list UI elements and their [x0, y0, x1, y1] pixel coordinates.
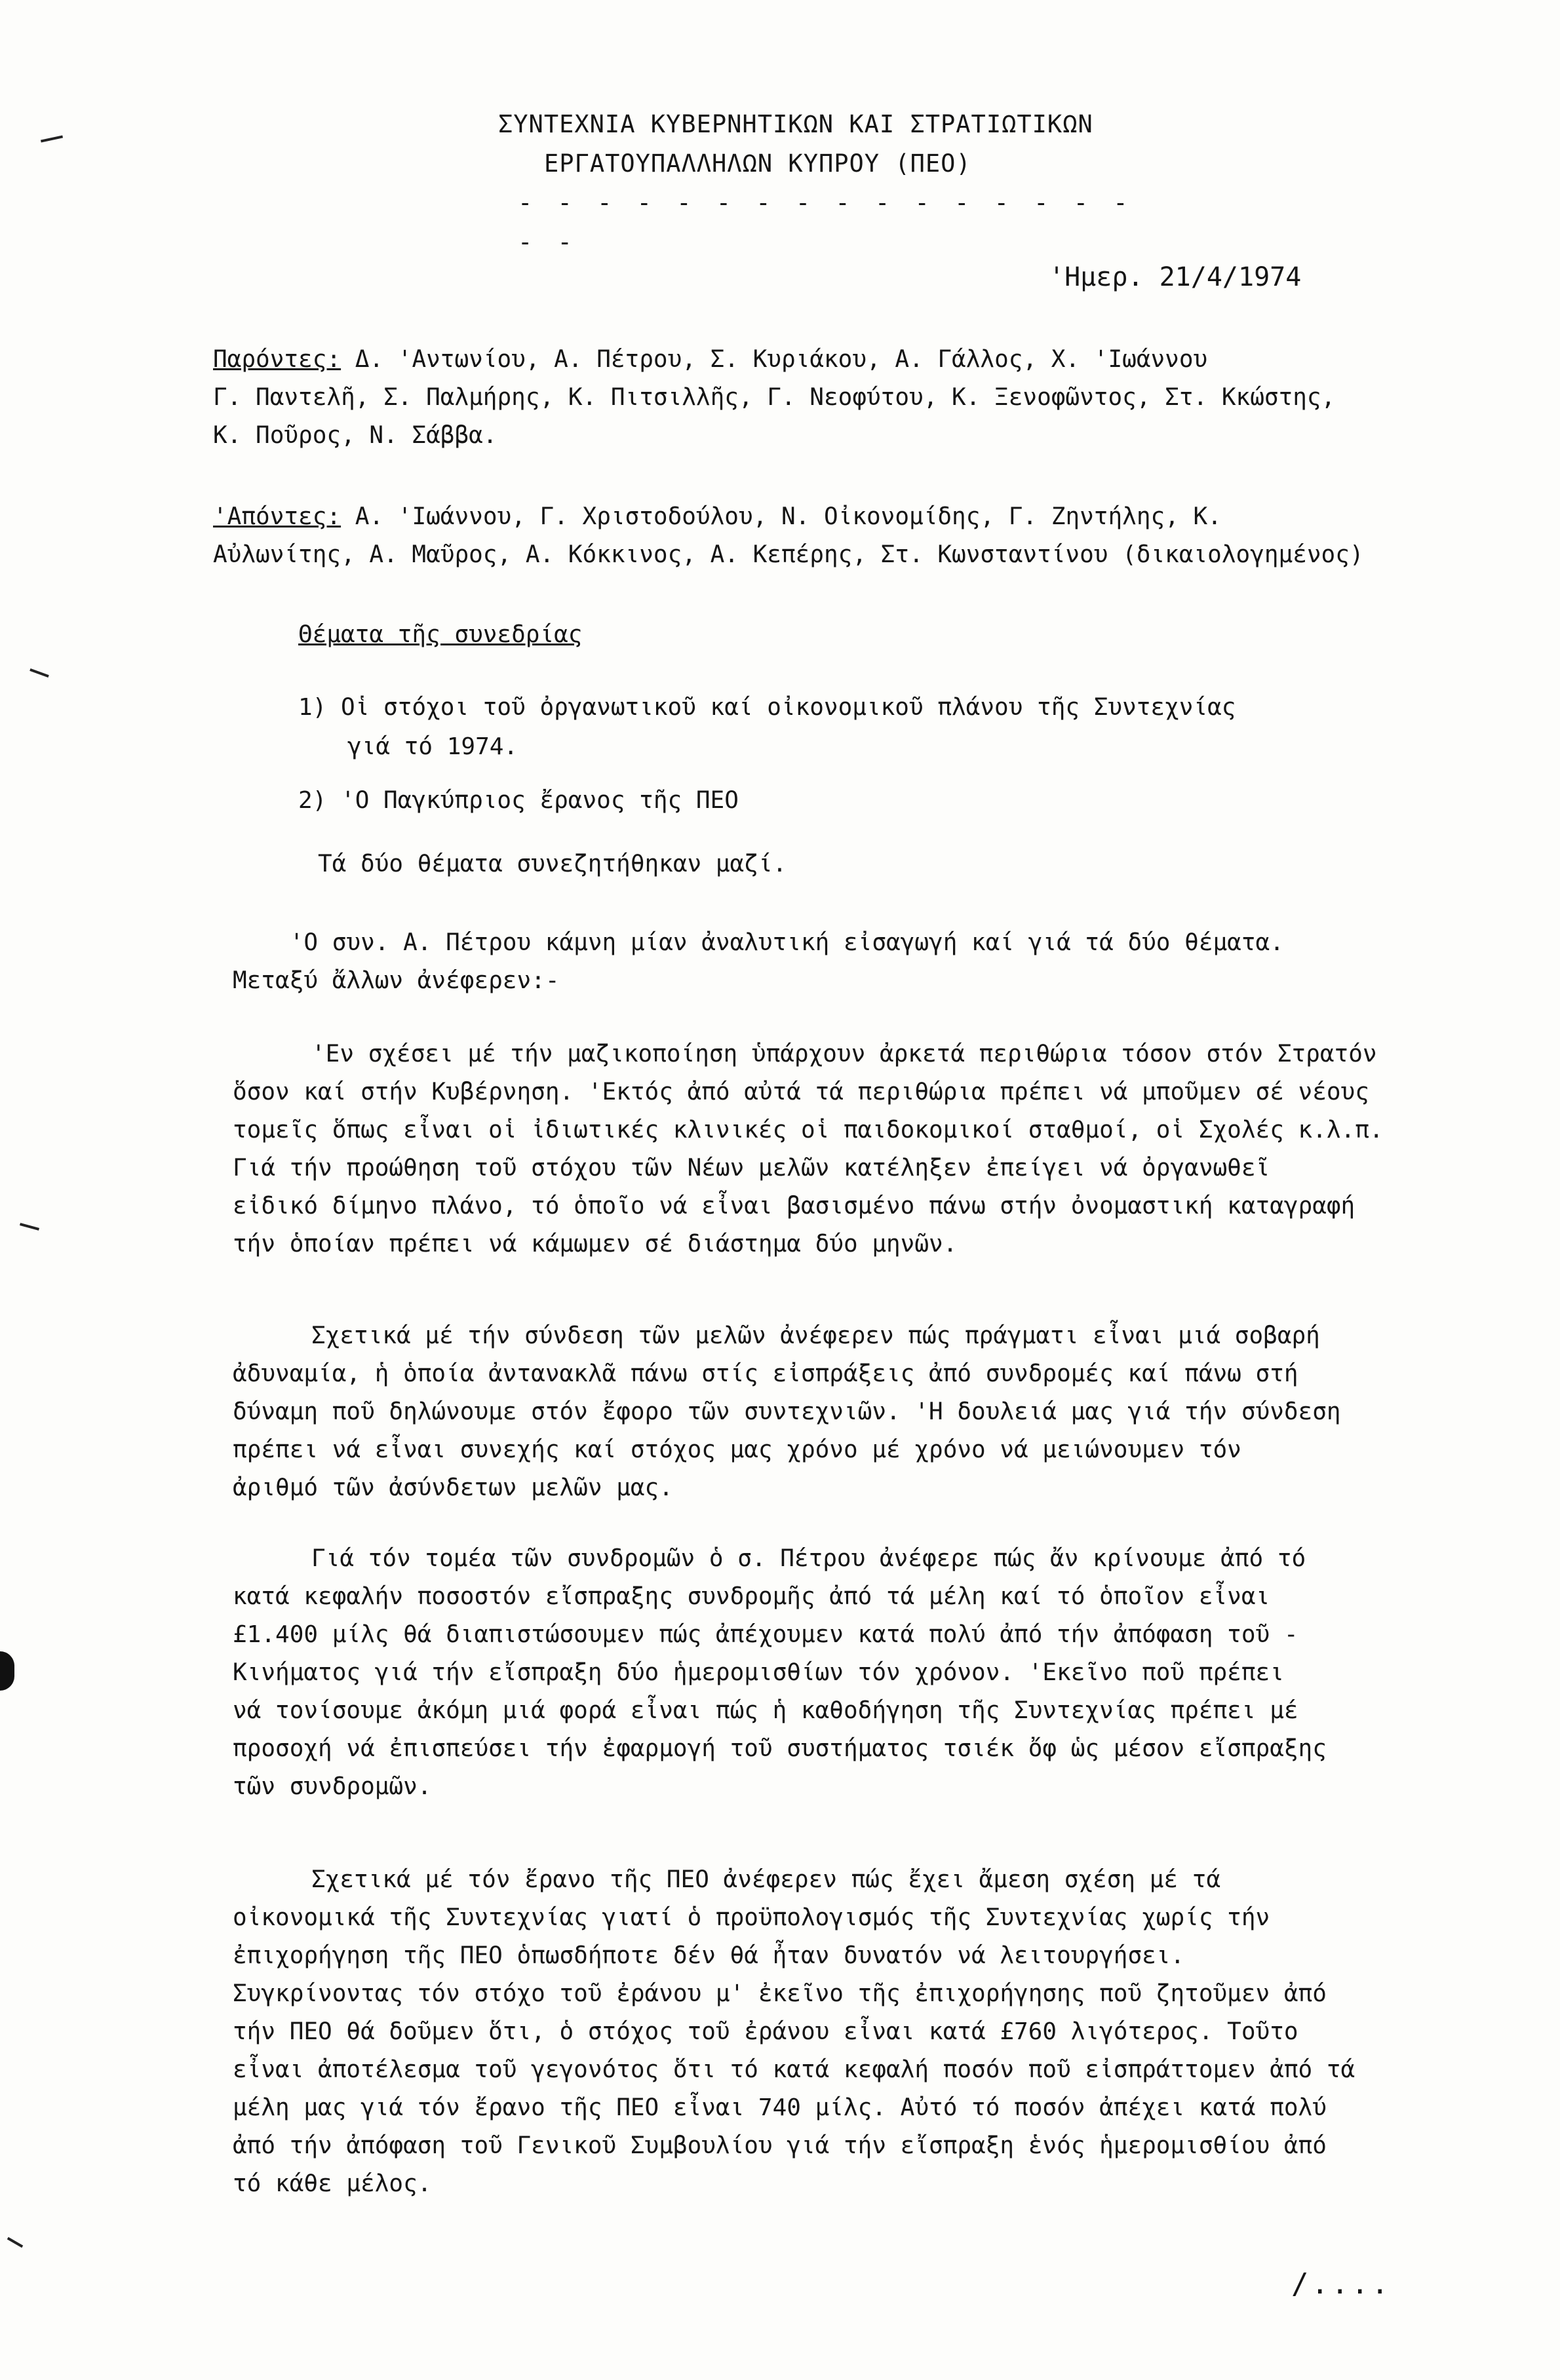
attendees-line: Δ. 'Αντωνίου, Α. Πέτρου, Σ. Κυριάκου, Α. Γάλλος, Χ. 'Ιωάννου: [341, 346, 1208, 373]
attendees-line: Γ. Παντελῆ, Σ. Παλμήρης, Κ. Πιτσιλλῆς, Γ. Νεοφύτου, Κ. Ξενοφῶντος, Στ. Κκώστης,: [213, 384, 1336, 411]
intro-line: 'Ο συν. Α. Πέτρου κάμνη μίαν ἀναλυτική εἰσαγωγή καί γιά τά δύο θέματα.: [233, 929, 1284, 956]
paragraph-line: εἶναι ἀποτέλεσμα τοῦ γεγονότος ὅτι τό κατά κεφαλή ποσόν ποῦ εἰσπράττομεν ἀπό τά: [233, 2056, 1355, 2083]
paragraph-line: Σχετικά μέ τήν σύνδεση τῶν μελῶν ἀνέφερεν πώς πράγματι εἶναι μιά σοβαρή: [311, 1322, 1320, 1349]
header-divider: - - - - - - - - - - - - - - - - - -: [518, 189, 1133, 256]
attendees-block: [213, 341, 1335, 455]
paragraph-line: Γιά τόν τομέα τῶν συνδρομῶν ὁ σ. Πέτρου ἀνέφερε πώς ἄν κρίνουμε ἀπό τό: [311, 1545, 1306, 1572]
paragraph-line: τῶν συνδρομῶν.: [233, 1773, 432, 1800]
paragraph-line: κατά κεφαλήν ποσοστόν εἴσπραξης συνδρομῆς ἀπό τά μέλη καί τό ὁποῖον εἶναι: [233, 1583, 1270, 1610]
paragraph-line: ἐπιχορήγηση τῆς ΠΕΟ ὁπωσδήποτε δέν θά ἦταν δυνατόν νά λειτουργήσει.: [233, 1942, 1185, 1969]
absentees-label: 'Απόντες:: [213, 503, 341, 530]
agenda-note: Τά δύο θέματα συνεζητήθηκαν μαζί.: [318, 851, 787, 877]
absentees-line: Α. 'Ιωάννου, Γ. Χριστοδούλου, Ν. Οἰκονομίδης, Γ. Ζηντήλης, Κ.: [341, 503, 1222, 530]
agenda-item-1-continued: γιά τό 1974.: [347, 733, 518, 760]
paragraph-line: Γιά τήν προώθηση τοῦ στόχου τῶν Νέων μελῶν κατέληξεν ἐπείγει νά ὀργανωθεῖ: [233, 1155, 1270, 1181]
paragraph-line: εἰδικό δίμηνο πλάνο, τό ὁποῖο νά εἶναι βασισμένο πάνω στήν ὀνομαστική καταγραφή: [233, 1193, 1355, 1219]
paragraph-line: νά τονίσουμε ἀκόμη μιά φορά εἶναι πώς ἡ καθοδήγηση τῆς Συντεχνίας πρέπει μέ: [233, 1697, 1298, 1724]
agenda-item-1: 1) Οἱ στόχοι τοῦ ὀργανωτικοῦ καί οἰκονομικοῦ πλάνου τῆς Συντεχνίας: [298, 694, 1236, 721]
agenda-list: [298, 688, 1236, 820]
paragraph-line: ἀριθμό τῶν ἀσύνδετων μελῶν μας.: [233, 1474, 673, 1501]
absentees-block: [213, 498, 1364, 574]
paragraph-line: Κινήματος γιά τήν εἴσπραξη δύο ἡμερομισθίων τόν χρόνον. 'Εκεῖνο ποῦ πρέπει: [233, 1659, 1284, 1686]
agenda-title: Θέματα τῆς συνεδρίας: [298, 621, 583, 648]
paragraph-line: Σχετικά μέ τόν ἔρανο τῆς ΠΕΟ ἀνέφερεν πώς ἔχει ἄμεση σχέση μέ τά: [311, 1866, 1221, 1893]
paragraph-line: μέλη μας γιά τόν ἔρανο τῆς ΠΕΟ εἶναι 740 μίλς. Αὐτό τό ποσόν ἀπέχει κατά πολύ: [233, 2094, 1327, 2121]
paragraph-line: ἀδυναμία, ἡ ὁποία ἀντανακλᾶ πάνω στίς εἰσπράξεις ἀπό συνδρομές καί πάνω στή: [233, 1360, 1298, 1387]
paragraph-line: τήν ὁποίαν πρέπει νά κάμωμεν σέ διάστημα δύο μηνῶν.: [233, 1231, 958, 1257]
paragraph-line: Συγκρίνοντας τόν στόχο τοῦ ἐράνου μ' ἐκεῖνο τῆς ἐπιχορήγησης ποῦ ζητοῦμεν ἀπό: [233, 1980, 1327, 2007]
paragraph-line: ἀπό τήν ἀπόφαση τοῦ Γενικοῦ Συμβουλίου γιά τήν εἴσπραξη ἑνός ἡμερομισθίου ἀπό: [233, 2132, 1327, 2159]
paragraph-line: τό κάθε μέλος.: [233, 2170, 432, 2197]
scan-speck: [41, 136, 63, 143]
paragraph-line: πρέπει νά εἶναι συνεχής καί στόχος μας χρόνο μέ χρόνο νά μειώνουμεν τόν: [233, 1436, 1241, 1463]
intro-paragraph: [233, 924, 1284, 1000]
continuation-mark: /....: [1291, 2267, 1392, 2301]
absentees-line: Αὐλωνίτης, Α. Μαῦρος, Α. Κόκκινος, Α. Κεπέρης, Στ. Κωνσταντίνου (δικαιολογημένος): [213, 541, 1364, 568]
scan-binding-mark: [0, 1651, 14, 1691]
paragraph-line: οἰκονομικά τῆς Συντεχνίας γιατί ὁ προϋπολογισμός τῆς Συντεχνίας χωρίς τήν: [233, 1904, 1270, 1931]
body-paragraph-4: [233, 1861, 1355, 2203]
scan-speck: [20, 1223, 39, 1231]
scan-speck: [29, 668, 49, 678]
document-header: [498, 105, 1154, 262]
paragraph-line: ὅσον καί στήν Κυβέρνηση. 'Εκτός ἀπό αὐτά τά περιθώρια πρέπει νά μποῦμεν σέ νέους: [233, 1079, 1369, 1105]
body-paragraph-2: [233, 1317, 1341, 1507]
body-paragraph-3: [233, 1540, 1327, 1806]
header-line-1: ΣΥΝΤΕΧΝΙΑ ΚΥΒΕΡΝΗΤΙΚΩΝ ΚΑΙ ΣΤΡΑΤΙΩΤΙΚΩΝ: [498, 110, 1093, 138]
paragraph-line: τομεῖς ὅπως εἶναι οἱ ἰδιωτικές κλινικές οἱ παιδοκομικοί σταθμοί, οἱ Σχολές κ.λ.π.: [233, 1117, 1384, 1143]
paragraph-line: τήν ΠΕΟ θά δοῦμεν ὅτι, ὁ στόχος τοῦ ἐράνου εἶναι κατά £760 λιγότερος. Τοῦτο: [233, 2018, 1298, 2045]
paragraph-line: δύναμη ποῦ δηλώνουμε στόν ἔφορο τῶν συντεχνιῶν. 'Η δουλειά μας γιά τήν σύνδεση: [233, 1398, 1341, 1425]
paragraph-line: προσοχή νά ἐπισπεύσει τήν ἐφαρμογή τοῦ συστήματος τσιέκ ὄφ ὡς μέσον εἴσπραξης: [233, 1735, 1327, 1762]
paragraph-line: 'Εν σχέσει μέ τήν μαζικοποίηση ὑπάρχουν ἀρκετά περιθώρια τόσον στόν Στρατόν: [311, 1041, 1377, 1067]
document-date: 'Ημερ. 21/4/1974: [1049, 262, 1302, 292]
intro-line: Μεταξύ ἄλλων ἀνέφερεν:-: [233, 967, 560, 994]
attendees-label: Παρόντες:: [213, 346, 341, 373]
attendees-line: Κ. Ποῦρος, Ν. Σάββα.: [213, 422, 497, 449]
agenda-item-2: 2) 'Ο Παγκύπριος ἔρανος τῆς ΠΕΟ: [298, 787, 739, 814]
scan-speck: [7, 2237, 24, 2248]
header-line-2: ΕΡΓΑΤΟΥΠΑΛΛΗΛΩΝ ΚΥΠΡΟΥ (ΠΕΟ): [544, 149, 971, 178]
body-paragraph-1: [233, 1035, 1384, 1263]
paragraph-line: £1.400 μίλς θά διαπιστώσουμεν πώς ἀπέχουμεν κατά πολύ ἀπό τήν ἀπόφαση τοῦ -: [233, 1621, 1298, 1648]
